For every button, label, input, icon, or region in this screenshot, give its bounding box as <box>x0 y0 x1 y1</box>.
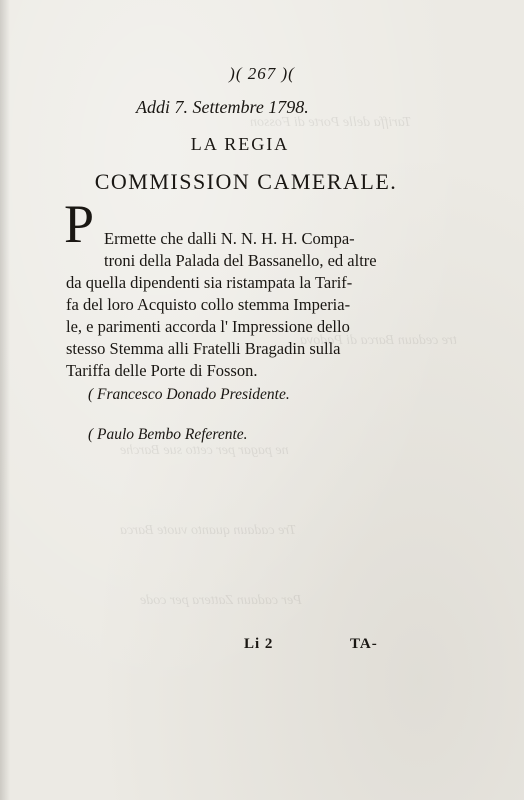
date-line: Addi 7. Settembre 1798. <box>136 97 309 117</box>
show-through-texture: tre cedaun Barca di Padova <box>300 333 457 348</box>
signature-president: ( Francesco Donado Presidente. <box>88 386 290 403</box>
signature-referent: ( Paulo Bembo Referente. <box>88 426 248 443</box>
heading-issuer-line2: COMMISSION CAMERALE. <box>94 169 398 194</box>
show-through-texture: Tre cadaun quanto vuote Barca <box>120 523 297 538</box>
body-text-line: fa del loro Acquisto collo stemma Imperia- <box>66 295 351 314</box>
show-through-texture: Per cadaun Zattera per code <box>140 593 302 608</box>
body-text-line: Ermette che dalli N. N. H. H. Compa- <box>104 229 355 248</box>
catchword: TA- <box>350 636 378 652</box>
body-text-line: troni della Palada del Bassanello, ed altre <box>104 251 377 270</box>
heading-issuer-line1: LA REGIA <box>190 134 290 154</box>
show-through-texture: Tariffa delle Porte di Fosson <box>250 115 412 130</box>
body-text-line: da quella dipendenti sia ristampata la Tarif- <box>66 273 353 292</box>
page-number: )( 267 )( <box>229 64 295 83</box>
drop-cap: P <box>64 194 95 254</box>
page-footer <box>0 636 524 660</box>
signature-mark: Li 2 <box>244 636 274 652</box>
body-text-line: le, e parimenti accorda l' Impressione dello <box>66 317 350 336</box>
show-through-texture: ne pagar per cetto sue Barche <box>120 443 289 458</box>
body-text-line: stesso Stemma alli Fratelli Bragadin sulla <box>66 339 341 358</box>
page-edge-shadow <box>0 0 10 800</box>
body-text-line: Tariffa delle Porte di Fosson. <box>66 361 258 380</box>
